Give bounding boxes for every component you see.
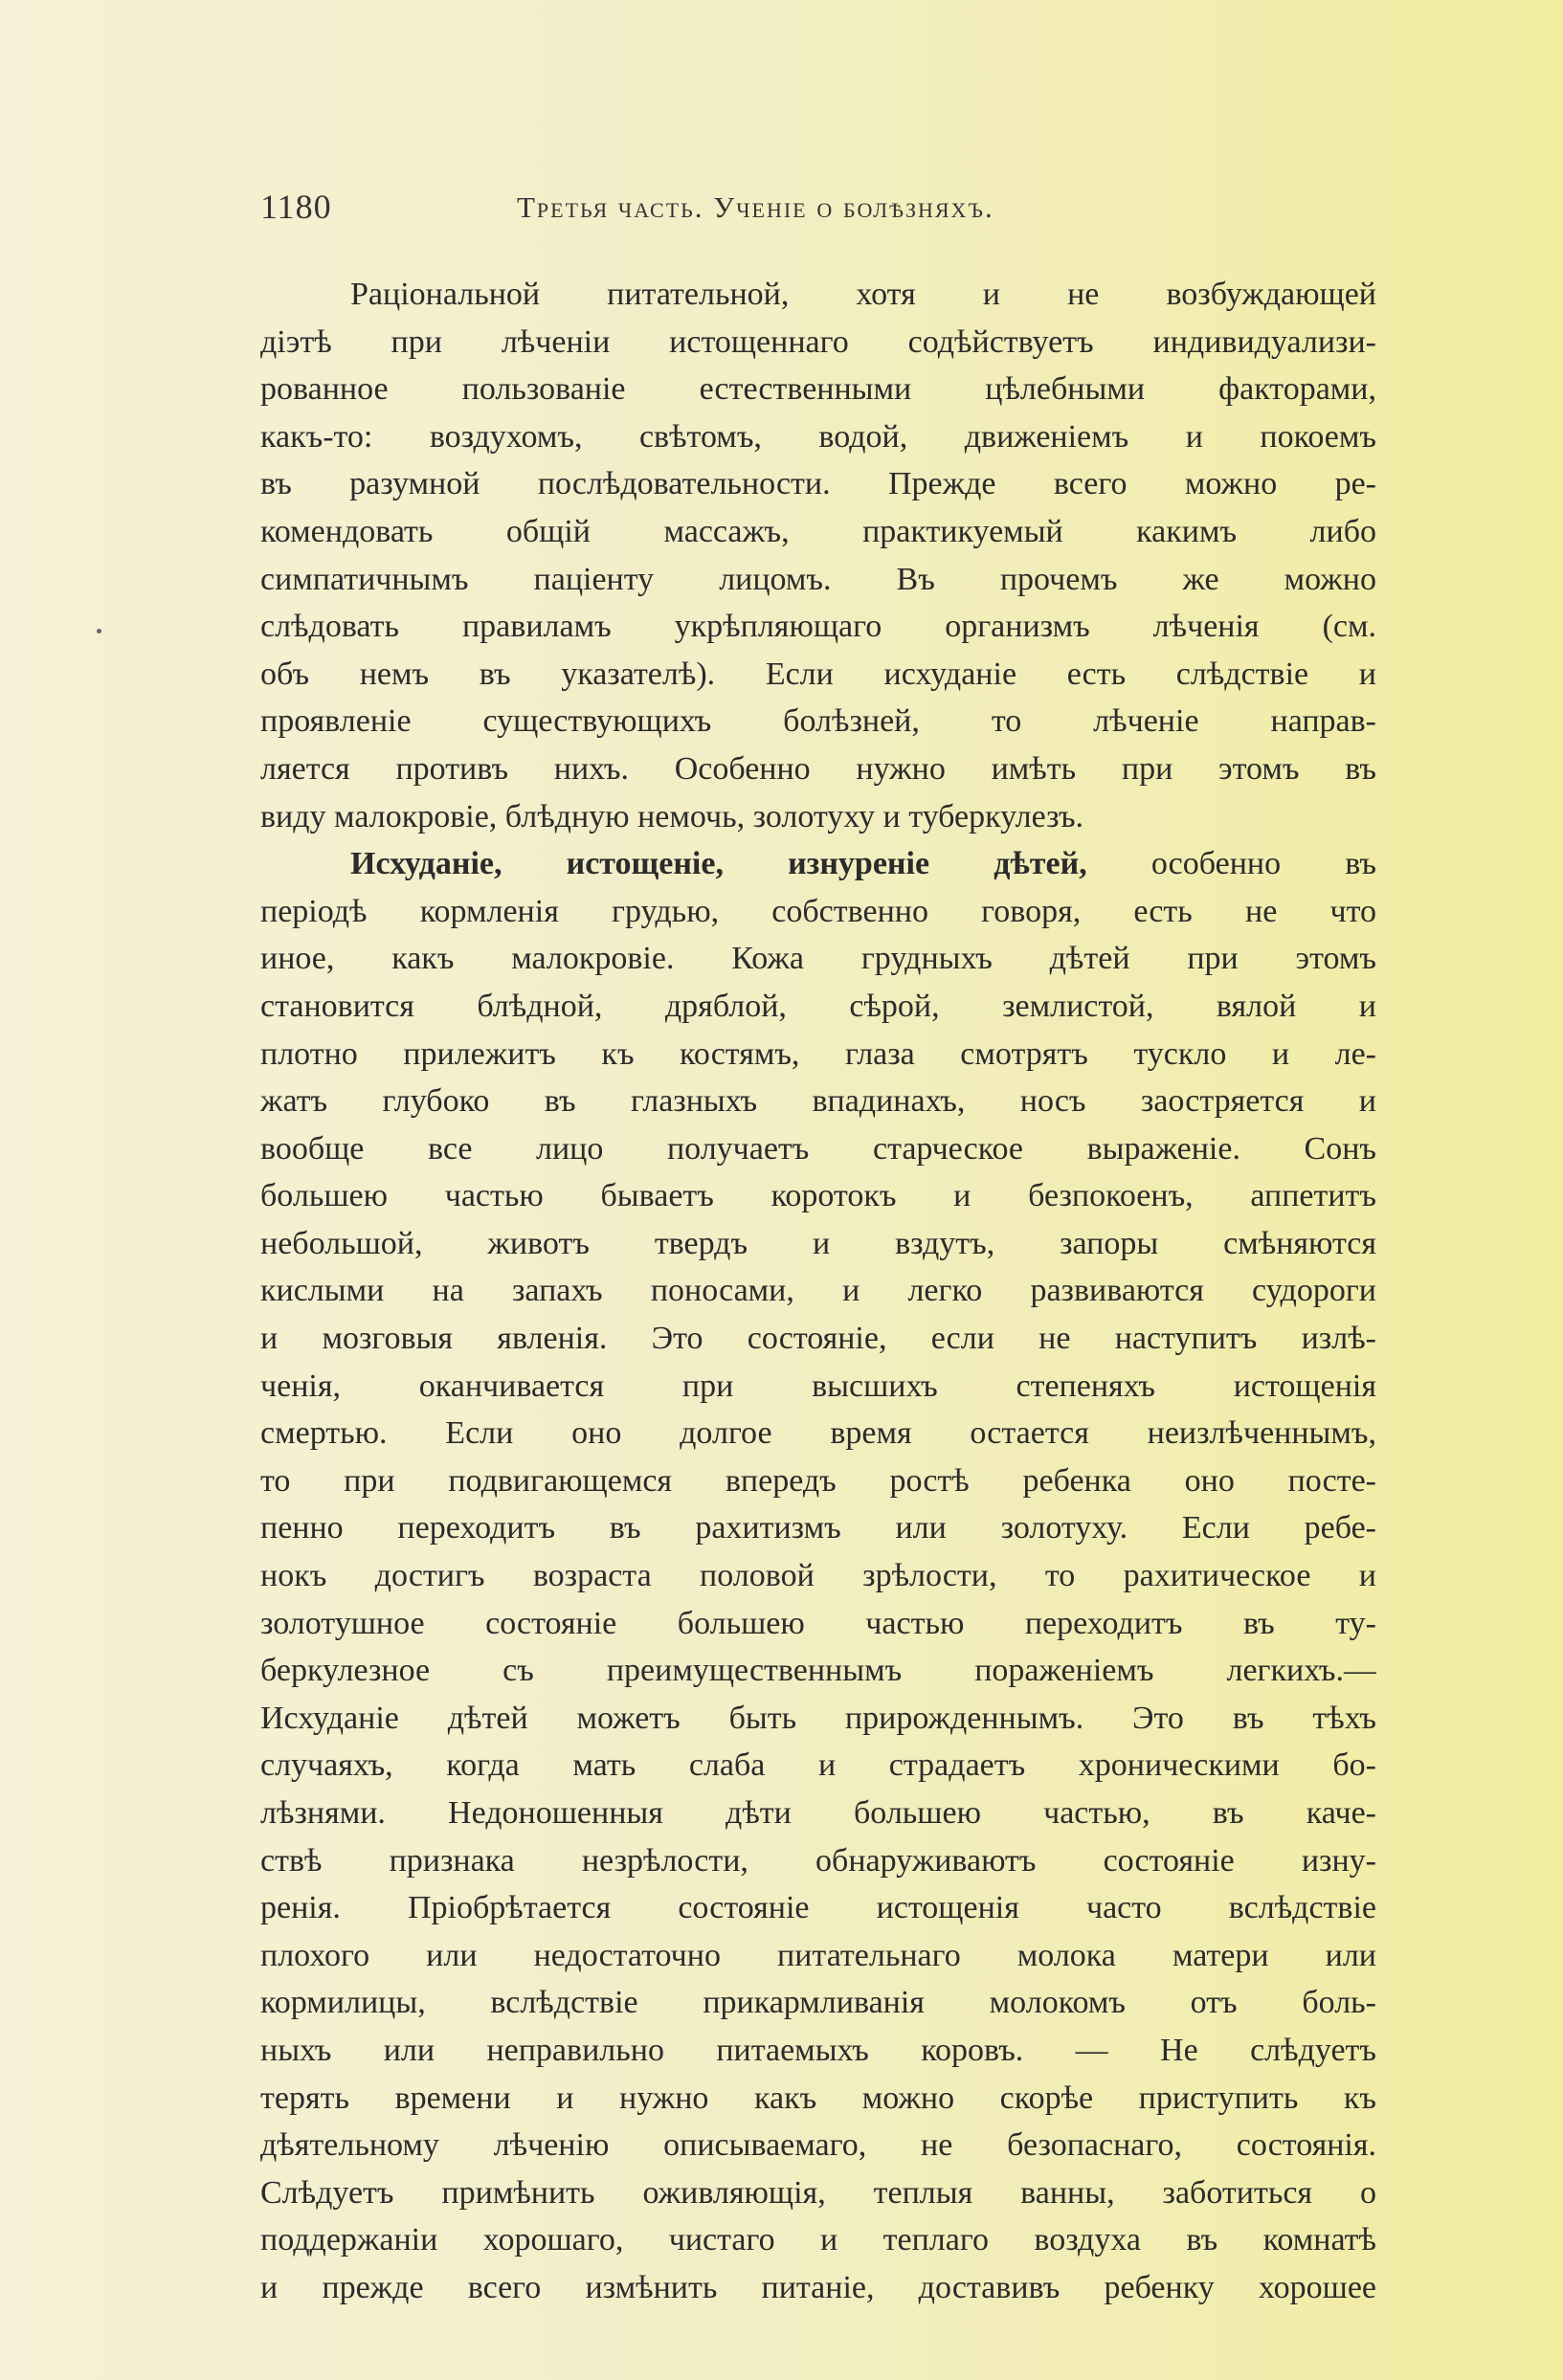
text-line: плотно прилежитъ къ костямъ, глаза смотрятъ тускло и ле- <box>260 1035 1376 1072</box>
running-title: Третья часть. Ученіе о болѣзняхъ. <box>517 190 994 224</box>
text-line: ренія. Пріобрѣтается состояніе истощенія часто вслѣдствіе <box>260 1890 1376 1926</box>
text-line: симпатичнымъ паціенту лицомъ. Въ прочемъ же можно <box>260 561 1376 597</box>
page-number: 1180 <box>260 188 332 226</box>
text-line: ченія, оканчивается при высшихъ степеняхъ истощенія <box>260 1368 1376 1404</box>
text-line: дѣятельному лѣченію описываемаго, не безопаснаго, состоянія. <box>260 2127 1376 2164</box>
body-text <box>260 271 1376 2312</box>
bold-heading: Исхуданіе, истощеніе, изнуреніе дѣтей, <box>350 846 1087 882</box>
paragraph-heading-line <box>260 840 1376 888</box>
text-line: Раціональной питательной, хотя и не возбуждающей <box>350 277 1376 312</box>
text-line: комендовать общій массажъ, практикуемый какимъ либо <box>260 513 1376 549</box>
text-line: въ разумной послѣдовательности. Прежде всего можно ре- <box>260 466 1376 502</box>
text-line: то при подвигающемся впередъ ростѣ ребенка оно посте- <box>260 1462 1376 1499</box>
text-line: пенно переходитъ въ рахитизмъ или золотуху. Если ребе- <box>260 1510 1376 1546</box>
heading-continuation: особенно въ <box>1150 846 1376 882</box>
text-line: діэтѣ при лѣченіи истощеннаго содѣйствуетъ индивидуализи- <box>260 323 1376 360</box>
text-line: становится блѣдной, дряблой, сѣрой, землистой, вялой и <box>260 988 1376 1024</box>
text-line: нокъ достигъ возраста половой зрѣлости, то рахитическое и <box>260 1558 1376 1594</box>
text-line: и прежде всего измѣнить питаніе, доставивъ ребенку хорошее <box>260 2269 1376 2305</box>
text-line: Исхуданіе дѣтей можетъ быть прирожденнымъ. Это въ тѣхъ <box>260 1700 1376 1736</box>
text-line: какъ-то: воздухомъ, свѣтомъ, водой, движеніемъ и покоемъ <box>260 418 1376 455</box>
text-line: кислыми на запахъ поносами, и легко развиваются судороги <box>260 1273 1376 1309</box>
running-head <box>260 187 1361 234</box>
text-line: кормилицы, вслѣдствіе прикармливанія молокомъ отъ боль- <box>260 1985 1376 2021</box>
text-line: виду малокровіе, блѣдную немочь, золотуху и туберкулезъ. <box>260 798 1084 834</box>
text-line: случаяхъ, когда мать слаба и страдаетъ хроническими бо- <box>260 1747 1376 1784</box>
text-line: небольшой, животъ твердъ и вздутъ, запоры смѣняются <box>260 1225 1376 1261</box>
text-line: и мозговыя явленія. Это состояніе, если не наступитъ излѣ- <box>260 1321 1376 1357</box>
text-line: плохого или недостаточно питательнаго молока матери или <box>260 1937 1376 1973</box>
text-line: рованное пользованіе естественными цѣлебными факторами, <box>260 371 1376 408</box>
text-line: большею частью бываетъ коротокъ и безпокоенъ, аппетитъ <box>260 1178 1376 1214</box>
text-line: объ немъ въ указателѣ). Если исхуданіе есть слѣдствіе и <box>260 656 1376 692</box>
text-line: поддержаніи хорошаго, чистаго и теплаго воздуха въ комнатѣ <box>260 2222 1376 2258</box>
text-line: терять времени и нужно какъ можно скорѣе приступить къ <box>260 2080 1376 2116</box>
text-line: періодѣ кормленія грудью, собственно говоря, есть не что <box>260 893 1376 929</box>
text-line: Слѣдуетъ примѣнить оживляющія, теплыя ванны, заботиться о <box>260 2174 1376 2211</box>
text-line: жатъ глубоко въ глазныхъ впадинахъ, носъ заостряется и <box>260 1083 1376 1120</box>
text-line: смертью. Если оно долгое время остается неизлѣченнымъ, <box>260 1415 1376 1452</box>
margin-mark <box>97 629 101 634</box>
text-line: проявленіе существующихъ болѣзней, то лѣченіе направ- <box>260 703 1376 740</box>
text-line: слѣдовать правиламъ укрѣпляющаго организмъ лѣченія (см. <box>260 609 1376 645</box>
text-line: ляется противъ нихъ. Особенно нужно имѣть при этомъ въ <box>260 750 1376 787</box>
text-line: ныхъ или неправильно питаемыхъ коровъ. — Не слѣдуетъ <box>260 2032 1376 2068</box>
text-line: вообще все лицо получаетъ старческое выраженіе. Сонъ <box>260 1130 1376 1167</box>
text-line: ствѣ признака незрѣлости, обнаруживаютъ состояніе изну- <box>260 1842 1376 1879</box>
text-line: золотушное состояніе большею частью переходитъ въ ту- <box>260 1605 1376 1641</box>
text-line: иное, какъ малокровіе. Кожа грудныхъ дѣтей при этомъ <box>260 941 1376 977</box>
text-line: лѣзнями. Недоношенныя дѣти большею частью, въ каче- <box>260 1795 1376 1831</box>
text-line: беркулезное съ преимущественнымъ пораженіемъ легкихъ.— <box>260 1653 1376 1689</box>
